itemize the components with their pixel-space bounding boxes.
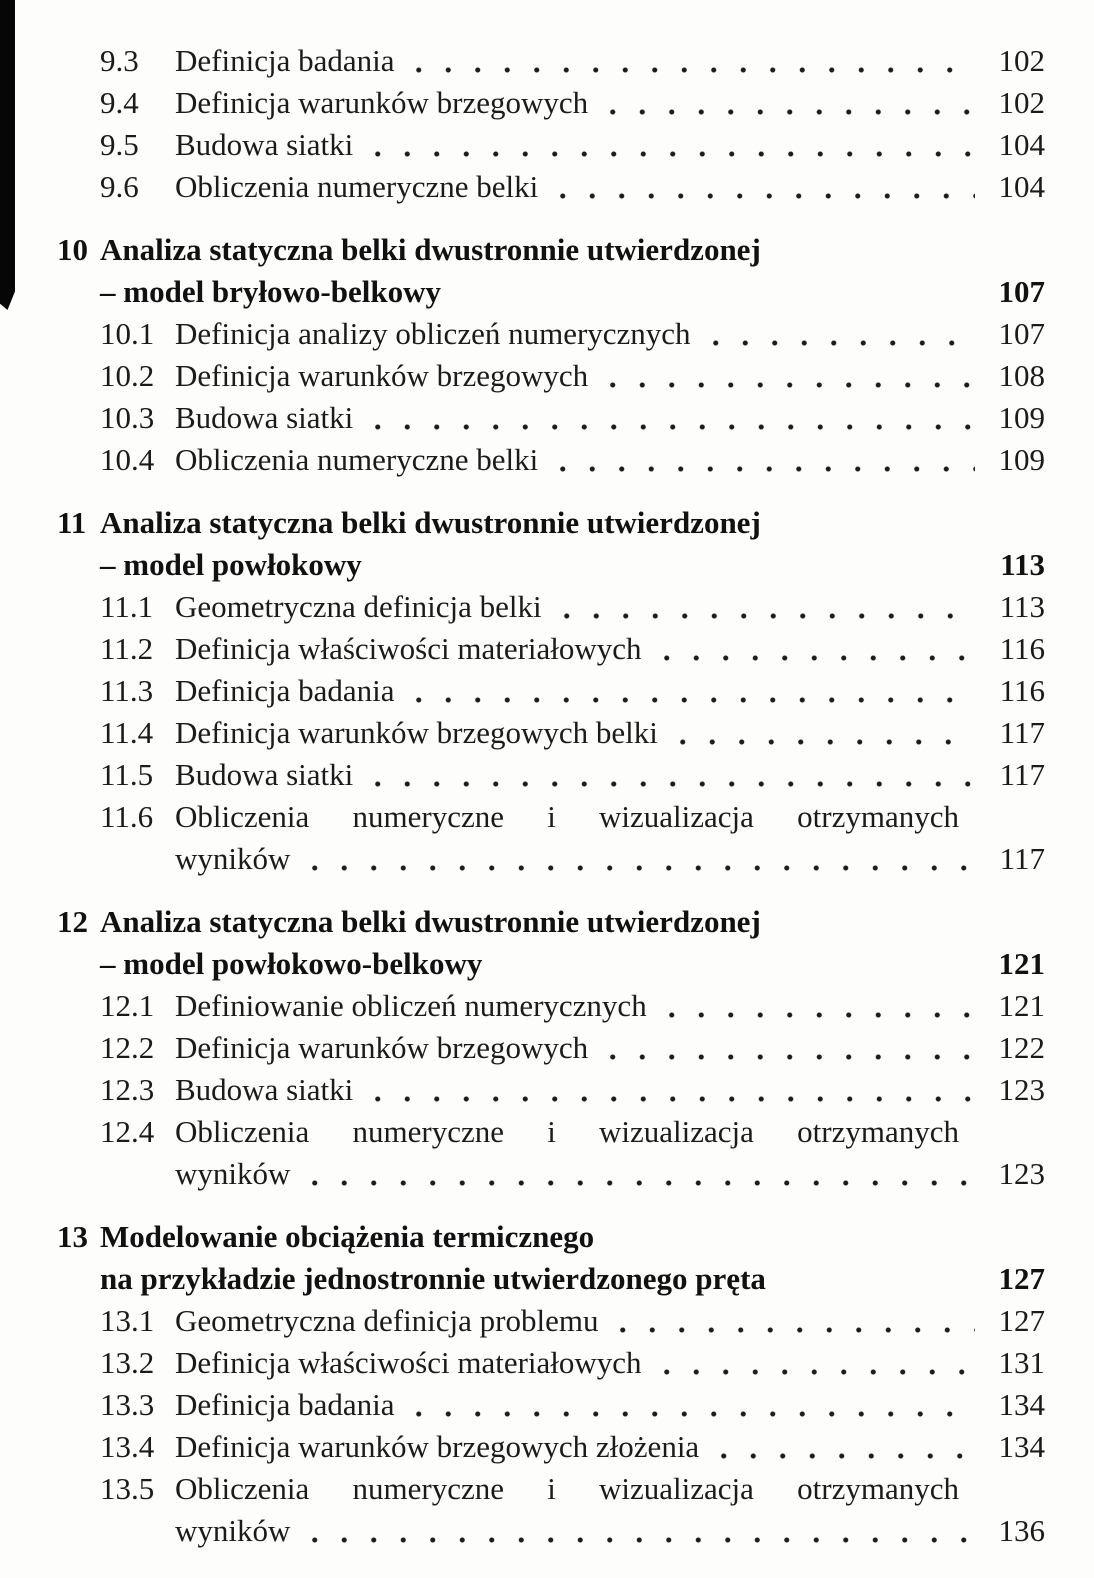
toc-chapter-entry — [57, 1216, 1045, 1300]
toc-chapter-entry — [57, 901, 1045, 985]
section-page-number: 134 — [998, 1387, 1045, 1422]
section-title: Definicja warunków brzegowych belki — [175, 715, 658, 750]
dot-leader — [353, 1069, 975, 1111]
toc-section-entry — [100, 1069, 1045, 1111]
toc-section-entry — [100, 586, 1045, 628]
section-number: 12.2 — [100, 1030, 155, 1065]
dot-leader — [538, 439, 975, 481]
dot-leader — [642, 1342, 975, 1384]
toc-section-entry — [100, 124, 1045, 166]
toc-section-entry — [100, 796, 1045, 838]
section-title: Budowa siatki — [175, 1072, 354, 1107]
section-title: Definicja badania — [175, 1387, 395, 1422]
section-page-number: 104 — [998, 169, 1045, 204]
toc-section-entry — [100, 985, 1045, 1027]
toc-section-entry — [100, 1468, 1045, 1510]
toc-section-entry — [100, 313, 1045, 355]
chapter-number: 11 — [57, 505, 87, 540]
dot-leader — [642, 628, 975, 670]
dot-leader — [394, 40, 975, 82]
section-number: 11.5 — [100, 757, 154, 792]
dot-leader — [588, 82, 975, 124]
section-title-justified: Obliczenia numeryczne i wizualizacja otrzymanych — [175, 1471, 959, 1506]
dot-leader — [538, 166, 975, 208]
section-page-number: 123 — [998, 1072, 1045, 1107]
chapter-subtitle: na przykładzie jednostronnie utwierdzonego pręta — [100, 1261, 766, 1296]
section-page-number: 123 — [998, 1156, 1045, 1191]
section-page-number: 117 — [999, 757, 1045, 792]
toc-section-entry — [100, 1027, 1045, 1069]
section-title: Definicja analizy obliczeń numerycznych — [175, 316, 691, 351]
chapter-number: 10 — [57, 232, 88, 267]
section-number: 10.1 — [100, 316, 155, 351]
chapter-subtitle-line — [100, 544, 1045, 586]
section-number: 10.2 — [100, 358, 155, 393]
section-page-number: 116 — [999, 631, 1045, 666]
section-title: Definicja właściwości materiałowych — [175, 631, 642, 666]
section-title: Obliczenia numeryczne belki — [175, 169, 539, 204]
section-page-number: 109 — [998, 400, 1045, 435]
section-page-number: 121 — [998, 988, 1045, 1023]
chapter-title-line — [57, 901, 1045, 943]
section-number: 9.3 — [100, 43, 139, 78]
section-number: 11.2 — [100, 631, 154, 666]
section-title: Definicja badania — [175, 673, 395, 708]
section-page-number: 102 — [998, 85, 1045, 120]
chapter-page-number: 121 — [998, 946, 1045, 981]
section-title: Definicja warunków brzegowych — [175, 358, 589, 393]
scan-artifact-bar — [0, 0, 15, 310]
section-title: Geometryczna definicja problemu — [175, 1303, 599, 1338]
toc-section-entry — [100, 628, 1045, 670]
toc-section-entry — [100, 355, 1045, 397]
section-number: 12.3 — [100, 1072, 155, 1107]
dot-leader — [353, 397, 975, 439]
section-title: Obliczenia numeryczne belki — [175, 442, 539, 477]
toc-section-continuation-line — [175, 1153, 1045, 1195]
section-number: 12.1 — [100, 988, 155, 1023]
section-page-number: 117 — [999, 841, 1045, 876]
chapter-subtitle: – model powłokowy — [100, 547, 362, 582]
section-number: 9.6 — [100, 169, 139, 204]
chapter-page-number: 127 — [998, 1261, 1045, 1296]
section-page-number: 131 — [998, 1345, 1045, 1380]
section-number: 12.4 — [100, 1114, 155, 1149]
dot-leader — [699, 1426, 975, 1468]
section-number: 10.3 — [100, 400, 155, 435]
section-number: 9.5 — [100, 127, 139, 162]
section-page-number: 104 — [998, 127, 1045, 162]
chapter-subtitle: – model bryłowo-belkowy — [100, 274, 441, 309]
section-title-continuation: wyników — [175, 1156, 291, 1191]
section-number: 13.3 — [100, 1387, 155, 1422]
section-page-number: 136 — [998, 1513, 1045, 1548]
section-number: 13.2 — [100, 1345, 155, 1380]
section-title: Geometryczna definicja belki — [175, 589, 542, 624]
table-of-contents-page — [57, 40, 1045, 1552]
section-title-continuation: wyników — [175, 841, 291, 876]
section-page-number: 117 — [999, 715, 1045, 750]
dot-leader — [542, 586, 975, 628]
toc-section-continuation-line — [175, 838, 1045, 880]
section-page-number: 122 — [998, 1030, 1045, 1065]
chapter-title: Analiza statyczna belki dwustronnie utwierdzonej — [100, 232, 761, 267]
section-page-number: 113 — [999, 589, 1045, 624]
section-page-number: 116 — [999, 673, 1045, 708]
toc-section-entry — [100, 1342, 1045, 1384]
chapter-title: Analiza statyczna belki dwustronnie utwierdzonej — [100, 904, 761, 939]
section-title-justified: Obliczenia numeryczne i wizualizacja otrzymanych — [175, 1114, 959, 1149]
dot-leader — [658, 712, 975, 754]
dot-leader — [588, 355, 975, 397]
dot-leader — [394, 1384, 975, 1426]
chapter-subtitle-line — [100, 1258, 1045, 1300]
section-number: 11.6 — [100, 799, 154, 834]
section-title: Definiowanie obliczeń numerycznych — [175, 988, 647, 1023]
toc-section-entry — [100, 1300, 1045, 1342]
dot-leader — [353, 124, 975, 166]
dot-leader — [290, 1153, 975, 1195]
toc-section-entry — [100, 1384, 1045, 1426]
toc-section-entry — [100, 1111, 1045, 1153]
section-title: Definicja warunków brzegowych — [175, 1030, 589, 1065]
section-number: 13.4 — [100, 1429, 155, 1464]
chapter-title-line — [57, 1216, 1045, 1258]
section-title: Definicja badania — [175, 43, 395, 78]
toc-entries — [57, 40, 1045, 1552]
dot-leader — [353, 754, 975, 796]
section-number: 11.3 — [100, 673, 154, 708]
section-title: Definicja właściwości materiałowych — [175, 1345, 642, 1380]
toc-section-entry — [100, 754, 1045, 796]
toc-chapter-entry — [57, 502, 1045, 586]
toc-section-entry — [100, 439, 1045, 481]
section-number: 13.1 — [100, 1303, 155, 1338]
section-title: Budowa siatki — [175, 400, 354, 435]
toc-section-entry — [100, 166, 1045, 208]
section-number: 10.4 — [100, 442, 155, 477]
toc-section-entry — [100, 82, 1045, 124]
section-number: 13.5 — [100, 1471, 155, 1506]
dot-leader — [290, 838, 975, 880]
dot-leader — [598, 1300, 975, 1342]
section-page-number: 134 — [998, 1429, 1045, 1464]
dot-leader — [290, 1510, 975, 1552]
toc-section-entry — [100, 397, 1045, 439]
dot-leader — [691, 313, 975, 355]
section-number: 11.4 — [100, 715, 154, 750]
section-title: Budowa siatki — [175, 127, 354, 162]
chapter-title: Modelowanie obciążenia termicznego — [100, 1219, 595, 1254]
section-page-number: 102 — [998, 43, 1045, 78]
chapter-number: 13 — [57, 1219, 88, 1254]
dot-leader — [394, 670, 975, 712]
chapter-title-line — [57, 229, 1045, 271]
toc-section-entry — [100, 670, 1045, 712]
chapter-title: Analiza statyczna belki dwustronnie utwierdzonej — [100, 505, 761, 540]
chapter-title-line — [57, 502, 1045, 544]
section-title-justified: Obliczenia numeryczne i wizualizacja otrzymanych — [175, 799, 959, 834]
section-page-number: 107 — [998, 316, 1045, 351]
section-page-number: 127 — [998, 1303, 1045, 1338]
toc-section-entry — [100, 40, 1045, 82]
toc-section-entry — [100, 712, 1045, 754]
dot-leader — [588, 1027, 975, 1069]
section-title: Definicja warunków brzegowych — [175, 85, 589, 120]
section-title: Budowa siatki — [175, 757, 354, 792]
toc-section-entry — [100, 1426, 1045, 1468]
chapter-page-number: 107 — [998, 274, 1045, 309]
toc-section-continuation-line — [175, 1510, 1045, 1552]
chapter-subtitle-line — [100, 943, 1045, 985]
section-number: 9.4 — [100, 85, 139, 120]
dot-leader — [647, 985, 975, 1027]
section-number: 11.1 — [100, 589, 154, 624]
toc-chapter-entry — [57, 229, 1045, 313]
section-title-continuation: wyników — [175, 1513, 291, 1548]
chapter-subtitle: – model powłokowo-belkowy — [100, 946, 483, 981]
section-page-number: 109 — [998, 442, 1045, 477]
section-title: Definicja warunków brzegowych złożenia — [175, 1429, 700, 1464]
section-page-number: 108 — [998, 358, 1045, 393]
chapter-page-number: 113 — [1000, 547, 1045, 582]
chapter-subtitle-line — [100, 271, 1045, 313]
chapter-number: 12 — [57, 904, 88, 939]
